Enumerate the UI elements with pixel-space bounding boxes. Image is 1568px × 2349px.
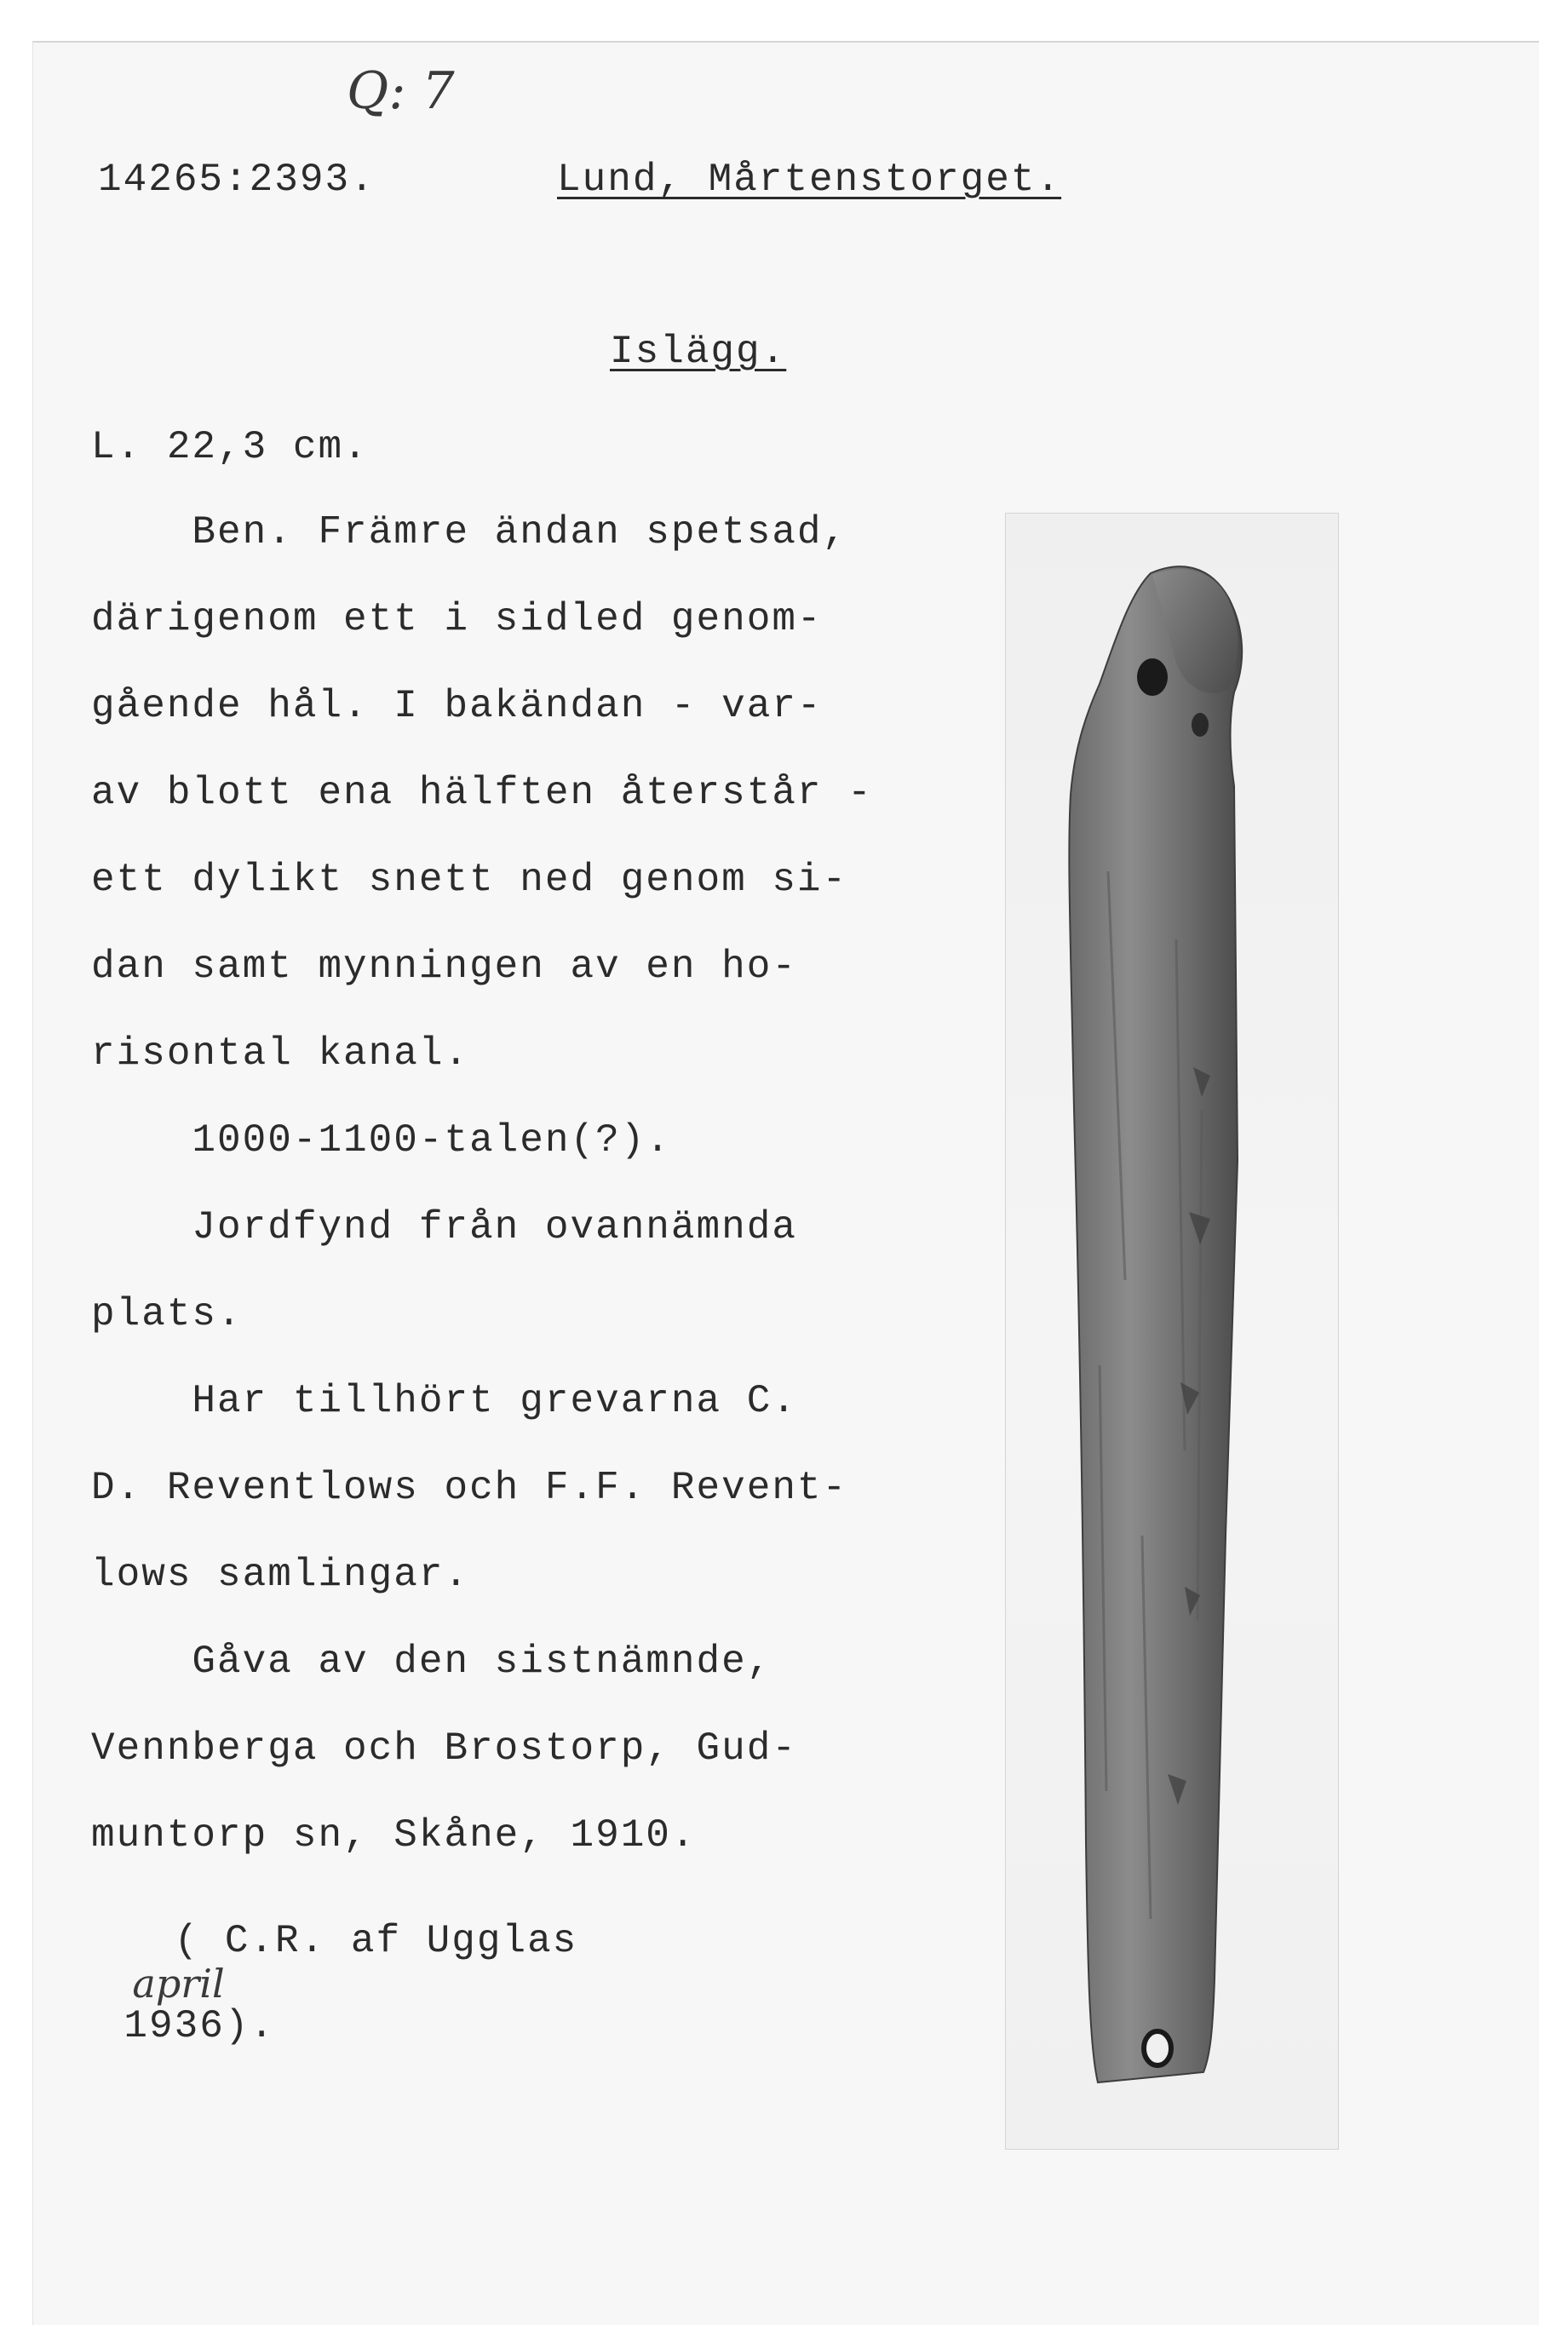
- donation-line: muntorp sn, Skåne, 1910.: [91, 1813, 697, 1858]
- provenance-line: Har tillhört grevarna C.: [91, 1379, 797, 1423]
- provenance-line: lows samlingar.: [91, 1553, 470, 1597]
- description-line: Ben. Främre ändan spetsad,: [91, 510, 848, 554]
- description-line: risontal kanal.: [91, 1031, 470, 1076]
- bone-skate-image: [1006, 514, 1338, 2149]
- bone-body: [1069, 566, 1242, 2082]
- object-title: Islägg.: [610, 330, 787, 374]
- object-photo: [1005, 513, 1339, 2150]
- find-location: Lund, Mårtenstorget.: [557, 158, 1062, 202]
- donation-line: Vennberga och Brostorp, Gud-: [91, 1726, 797, 1771]
- handwritten-mark: Q: 7: [347, 61, 455, 121]
- donation-line: Gåva av den sistnämnde,: [91, 1640, 773, 1684]
- signature-name: ( C.R. af Ugglas: [123, 1919, 578, 1963]
- signature-month-handwritten: april: [132, 1961, 225, 2007]
- provenance-line: D. Reventlows och F.F. Revent-: [91, 1466, 848, 1510]
- object-length: L. 22,3 cm.: [91, 425, 369, 469]
- side-hole: [1192, 713, 1209, 737]
- signature-line: [91, 1906, 577, 2061]
- description-line: gående hål. I bakändan - var-: [91, 684, 823, 728]
- find-line: Jordfynd från ovannämnda: [91, 1205, 797, 1249]
- catalog-number: 14265:2393.: [98, 158, 376, 202]
- signature-year: 1936).: [123, 2004, 276, 2048]
- description-line: ett dylikt snett ned genom si-: [91, 858, 848, 902]
- rear-hole: [1144, 2031, 1171, 2065]
- description-line: av blott ena hälften återstår -: [91, 771, 873, 815]
- description-line: därigenom ett i sidled genom-: [91, 597, 823, 641]
- dating-line: 1000-1100-talen(?).: [91, 1118, 671, 1163]
- catalog-card: [32, 41, 1539, 2325]
- description-line: dan samt mynningen av en ho-: [91, 945, 797, 989]
- find-line: plats.: [91, 1292, 243, 1336]
- front-hole: [1137, 658, 1168, 696]
